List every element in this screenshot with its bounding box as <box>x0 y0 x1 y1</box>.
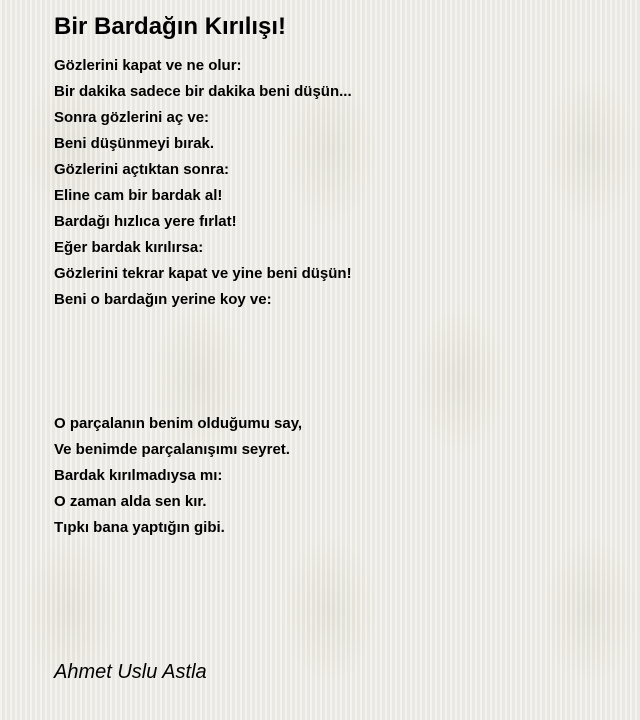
poem-line: Beni o bardağın yerine koy ve: <box>54 291 272 308</box>
poem-title: Bir Bardağın Kırılışı! <box>54 13 287 40</box>
stanza-1 <box>54 53 352 313</box>
poem-line: Ve benimde parçalanışımı seyret. <box>54 441 290 458</box>
poem-line: Tıpkı bana yaptığın gibi. <box>54 519 225 536</box>
poem-line: Beni düşünmeyi bırak. <box>54 135 215 152</box>
poem-line: O parçalanın benim olduğumu say, <box>54 415 303 432</box>
stanza-2 <box>54 411 302 541</box>
poem-line: O zaman alda sen kır. <box>54 493 207 510</box>
poem-line: Eğer bardak kırılırsa: <box>54 239 204 256</box>
poem-author: Ahmet Uslu Astla <box>54 661 207 683</box>
poem-line: Gözlerini kapat ve ne olur: <box>54 57 242 74</box>
poem-line: Sonra gözlerini aç ve: <box>54 109 210 126</box>
poem-line: Eline cam bir bardak al! <box>54 187 223 204</box>
poem-line: Bir dakika sadece bir dakika beni düşün... <box>54 83 352 100</box>
poem-line: Gözlerini açtıktan sonra: <box>54 161 230 178</box>
poem-line: Gözlerini tekrar kapat ve yine beni düşün! <box>54 265 352 282</box>
poem-line: Bardağı hızlıca yere fırlat! <box>54 213 237 230</box>
poem-line: Bardak kırılmadıysa mı: <box>54 467 223 484</box>
